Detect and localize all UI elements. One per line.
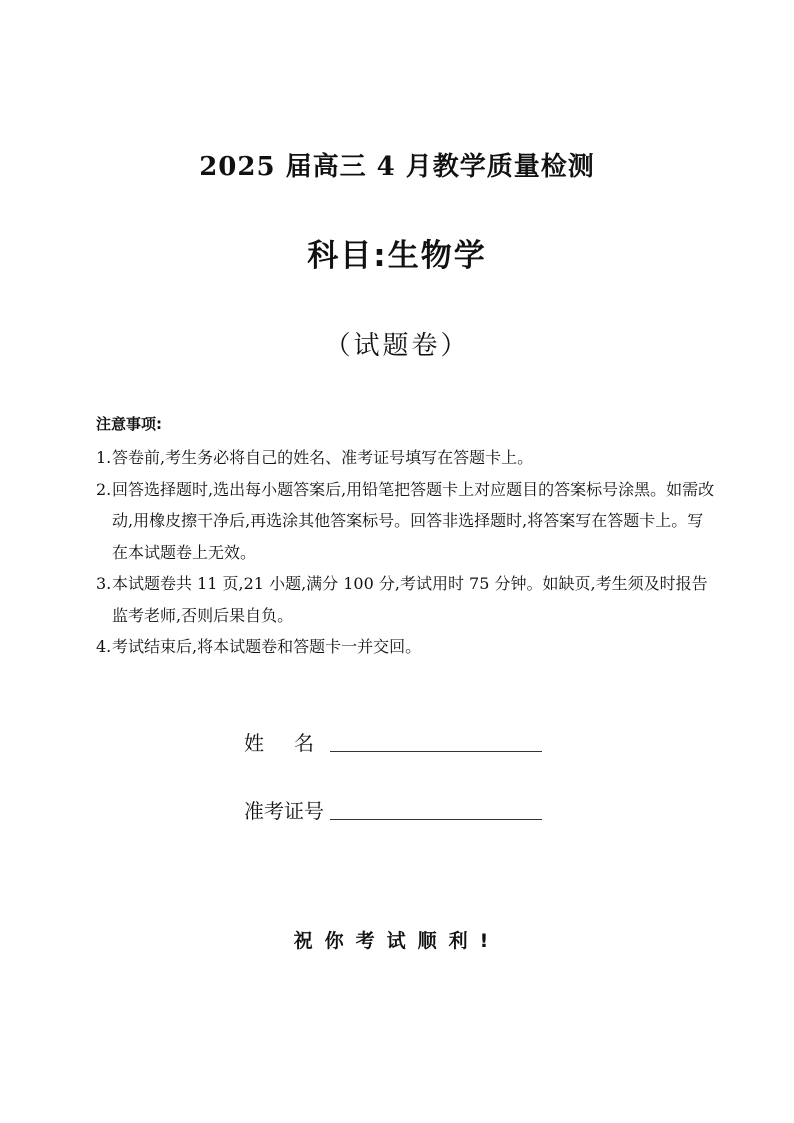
notice-item-number: 2. [96,479,112,499]
id-label: 准考证号 [244,799,324,823]
notice-item-number: 1. [96,448,112,467]
notice-item [96,631,716,663]
notice-item-text: 回答选择题时,选出每小题答案后,用铅笔把答题卡上对应题目的答案标号涂黑。如需改动,用橡皮擦干净后,再选涂其他答案标号。回答非选择题时,将答案写在答题卡上。写在本试题卷上无效。 [112,479,715,562]
name-blank-line[interactable] [330,727,542,752]
candidate-fields [244,722,564,858]
notice-list [96,442,716,663]
notice-item-text: 本试题卷共 11 页,21 小题,满分 100 分,考试用时 75 分钟。如缺页,考生须及时报告监考老师,否则后果自负。 [112,574,708,625]
notice-item [96,568,716,631]
id-field-row [244,790,564,824]
notice-item-text: 答卷前,考生务必将自己的姓名、准考证号填写在答题卡上。 [112,448,534,467]
name-label: 姓名 [244,731,344,755]
name-field-row [244,722,564,756]
exam-title: 2025 届高三 4 月教学质量检测 [199,152,595,182]
notice-item [96,474,716,569]
notice-heading: 注意事项: [96,415,162,433]
good-luck-message: 祝你考试顺利! [293,930,501,952]
notice-item-text: 考试结束后,将本试题卷和答题卡一并交回。 [112,637,422,656]
paper-type-label: （试题卷） [324,331,470,361]
notice-item-number: 4. [96,637,112,656]
notice-item-number: 3. [96,574,112,593]
id-blank-line[interactable] [330,795,542,820]
subject-title: 科目:生物学 [307,238,487,274]
notice-item [96,442,716,474]
